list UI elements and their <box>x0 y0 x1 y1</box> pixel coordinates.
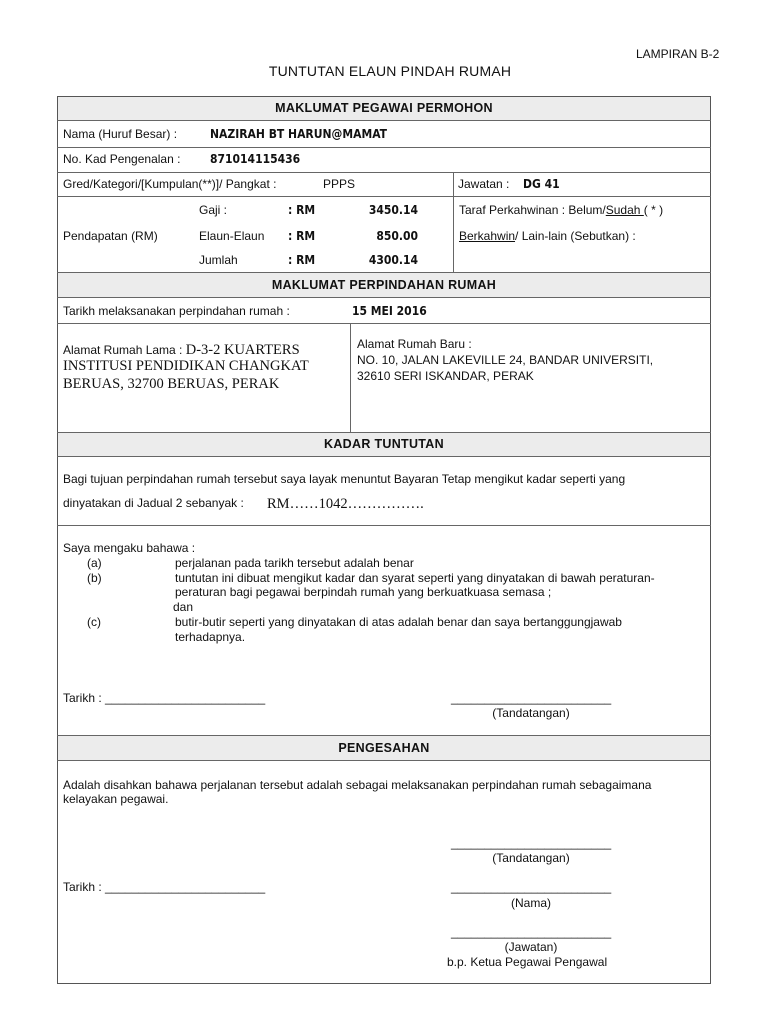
income-label: Pendapatan (RM) <box>63 229 158 243</box>
approval-name-caption: (Nama) <box>510 896 551 910</box>
allowance-value: 850.00 <box>376 229 418 243</box>
salary-label: Gaji : <box>199 203 228 217</box>
row-divider <box>57 196 711 197</box>
declaration-c-text-line2: terhadapnya. <box>175 630 246 644</box>
marital-other-option: / Lain-lain (Sebutkan) : <box>515 229 636 243</box>
total-rm: : RM <box>288 253 316 267</box>
approval-behalf-caption: b.p. Ketua Pegawai Pengawal <box>447 955 608 969</box>
allowance-label: Elaun-Elaun <box>199 229 265 243</box>
row-divider <box>57 147 711 148</box>
form-title: TUNTUTAN ELAUN PINDAH RUMAH <box>268 63 512 79</box>
old-address-line1: D-3-2 KUARTERS <box>185 342 300 358</box>
row-divider <box>57 456 711 457</box>
marital-selected-option: Sudah <box>605 203 644 217</box>
column-divider <box>453 172 454 272</box>
declaration-c-label: (c) <box>87 615 101 629</box>
old-address-line2: INSTITUSI PENDIDIKAN CHANGKAT <box>63 358 309 374</box>
row-divider <box>57 735 711 736</box>
salary-value: 3450.14 <box>368 203 418 217</box>
row-divider <box>57 760 711 761</box>
salary-rm: : RM <box>288 203 316 217</box>
total-label: Jumlah <box>199 253 238 267</box>
claim-text-line2: dinyatakan di Jadual 2 sebanyak : <box>63 496 244 510</box>
declaration-a-text: perjalanan pada tarikh tersebut adalah benar <box>175 556 414 570</box>
old-address-first-line <box>63 342 300 359</box>
new-address-line2: 32610 SERI ISKANDAR, PERAK <box>357 369 534 383</box>
row-divider <box>57 297 711 298</box>
claim-text-line1: Bagi tujuan perpindahan rumah tersebut saya layak menuntut Bayaran Tetap mengikut kadar seperti yang <box>63 472 626 486</box>
name-value: NAZIRAH BT HARUN@MAMAT <box>210 127 387 141</box>
row-divider <box>57 323 711 324</box>
declaration-b-label: (b) <box>87 571 102 585</box>
row-divider <box>57 432 711 433</box>
ic-value: 871014115436 <box>210 152 301 166</box>
approval-post-field[interactable]: ________________________ <box>451 925 612 939</box>
marital-status-line2 <box>459 229 636 243</box>
column-divider <box>350 323 351 432</box>
approval-section-title: PENGESAHAN <box>338 741 430 755</box>
approval-signature-caption: (Tandatangan) <box>492 851 570 865</box>
move-date-value: 15 MEI 2016 <box>352 304 427 318</box>
move-date-label: Tarikh melaksanakan perpindahan rumah : <box>63 304 290 318</box>
approval-post-caption: (Jawatan) <box>504 940 558 954</box>
declaration-date-field[interactable]: Tarikh : ________________________ <box>63 691 266 705</box>
declaration-and: dan <box>173 600 194 614</box>
ic-label: No. Kad Pengenalan : <box>63 152 181 166</box>
claim-section-title: KADAR TUNTUTAN <box>324 437 444 451</box>
row-divider <box>57 272 711 273</box>
approval-date-field[interactable]: Tarikh : ________________________ <box>63 880 266 894</box>
post-value: DG 41 <box>523 177 560 191</box>
name-label: Nama (Huruf Besar) : <box>63 127 178 141</box>
row-divider <box>57 172 711 173</box>
declaration-c-text-line1: butir-butir seperti yang dinyatakan di atas adalah benar dan saya bertanggungjawab <box>175 615 622 629</box>
approval-name-field[interactable]: ________________________ <box>451 880 612 894</box>
row-divider <box>57 525 711 526</box>
total-value: 4300.14 <box>368 253 418 267</box>
grade-label: Gred/Kategori/[Kumpulan(**)]/ Pangkat : <box>63 177 277 191</box>
declaration-signature-caption: (Tandatangan) <box>492 706 570 720</box>
approval-text-line2: kelayakan pegawai. <box>63 792 169 806</box>
relocation-section-title: MAKLUMAT PERPINDAHAN RUMAH <box>271 278 497 292</box>
old-address-line3: BERUAS, 32700 BERUAS, PERAK <box>63 376 280 392</box>
annex-label: LAMPIRAN B-2 <box>636 47 720 61</box>
approval-text-line1: Adalah disahkan bahawa perjalanan tersebut adalah sebagai melaksanakan perpindahan rumah sebagaimana <box>63 778 652 792</box>
new-address-label: Alamat Rumah Baru : <box>357 337 472 351</box>
post-label: Jawatan : <box>458 177 510 191</box>
declaration-intro: Saya mengaku bahawa : <box>63 541 196 555</box>
marital-suffix: ( * ) <box>643 203 664 217</box>
marital-status-line1 <box>459 203 663 217</box>
declaration-b-text-line2: peraturan bagi pegawai berpindah rumah yang berkuatkuasa semasa ; <box>175 585 552 599</box>
declaration-b-text-line1: tuntutan ini dibuat mengikut kadar dan syarat seperti yang dinyatakan di bawah peraturan- <box>175 571 655 585</box>
marital-prefix: Taraf Perkahwinan : Belum/ <box>459 203 606 217</box>
declaration-a-label: (a) <box>87 556 102 570</box>
marital-married-option: Berkahwin <box>459 229 516 243</box>
applicant-section-title: MAKLUMAT PEGAWAI PERMOHON <box>275 101 493 115</box>
row-divider <box>57 120 711 121</box>
claim-amount: RM……1042……………. <box>267 496 424 512</box>
old-address-label: Alamat Rumah Lama : <box>63 343 183 357</box>
allowance-rm: : RM <box>288 229 316 243</box>
approval-signature-field[interactable]: ________________________ <box>451 836 612 850</box>
new-address-line1: NO. 10, JALAN LAKEVILLE 24, BANDAR UNIVERSITI, <box>357 353 654 367</box>
declaration-signature-field[interactable]: ________________________ <box>451 691 612 705</box>
grade-value: PPPS <box>323 177 356 191</box>
